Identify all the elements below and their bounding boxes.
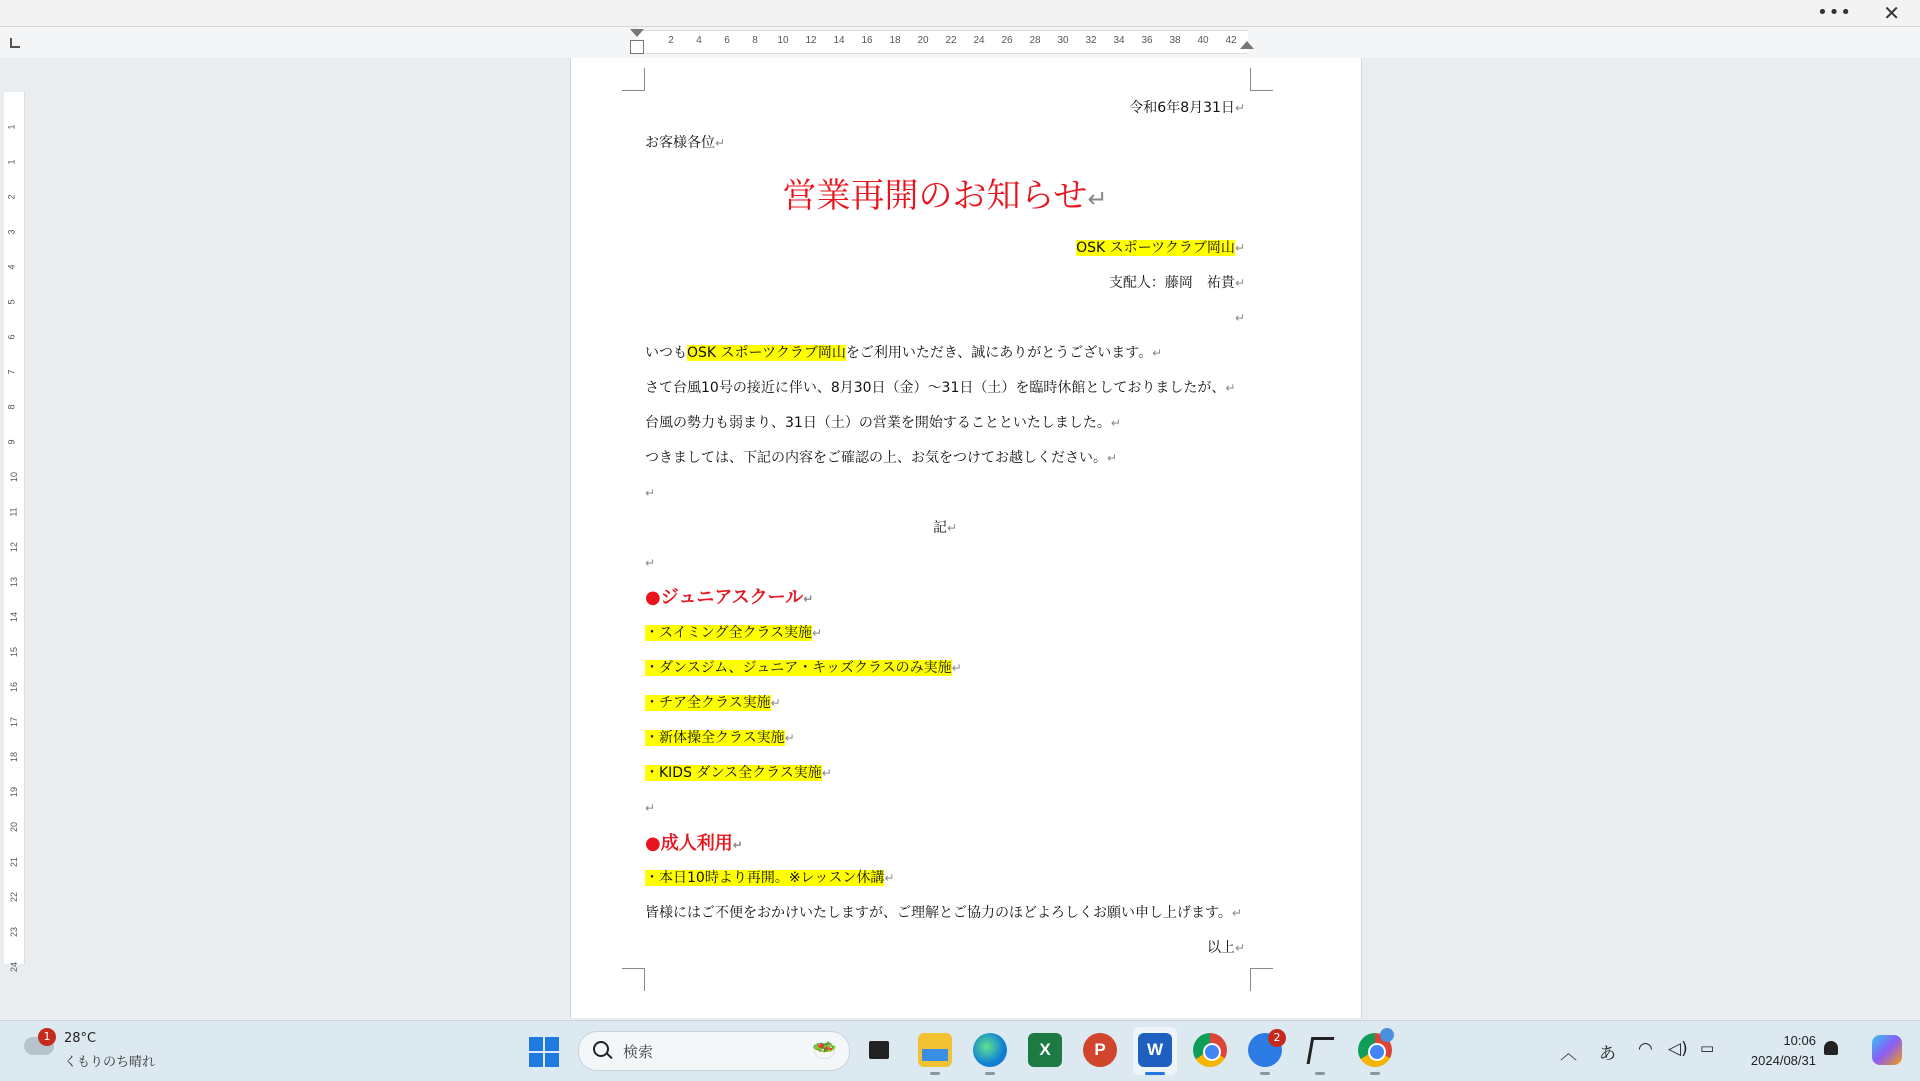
- ruler-tick: 8: [6, 404, 17, 410]
- ruler-tick: 6: [724, 35, 730, 46]
- temperature: 28°C: [64, 1031, 97, 1046]
- ruler-tick: 21: [9, 856, 20, 868]
- ruler-tick: 6: [6, 334, 17, 340]
- windows-logo-icon: [545, 1037, 559, 1051]
- clock[interactable]: [1751, 1031, 1816, 1071]
- word-icon: W: [1146, 1040, 1164, 1059]
- task-view-icon: [869, 1041, 889, 1059]
- list-item-text: ・ダンスジム、ジュニア・キッズクラスのみ実施: [645, 660, 952, 676]
- paragraph-mark: ↵: [1234, 101, 1245, 115]
- left-indent-marker[interactable]: [630, 40, 644, 54]
- ruler-tick: 18: [889, 35, 901, 46]
- list-item[interactable]: [645, 623, 1245, 643]
- paragraph-mark: ↵: [1152, 346, 1163, 360]
- margin-corner-mark: [1250, 968, 1273, 991]
- title-text: 営業再開のお知らせ: [782, 176, 1088, 216]
- body-text: 台風の勢力も弱まり、31日（土）の営業を開始することといたしました。: [645, 415, 1111, 431]
- word-button[interactable]: [1138, 1033, 1172, 1067]
- paragraph-mark: ↵: [1231, 906, 1242, 920]
- empty-line[interactable]: [645, 553, 1245, 573]
- paragraph-mark: ↵: [1110, 416, 1121, 430]
- ruler-tick: 11: [8, 507, 19, 517]
- date-line[interactable]: [645, 98, 1245, 118]
- list-item-text: ・チア全クラス実施: [645, 695, 771, 711]
- margin-corner-mark: [622, 968, 645, 991]
- time: 10:06: [1783, 1033, 1816, 1048]
- paragraph-mark: ↵: [1234, 941, 1245, 955]
- ruler-tick: 18: [9, 751, 20, 763]
- ruler-tick: 3: [6, 229, 17, 235]
- date-text: 令和6年8月31日: [1129, 100, 1235, 116]
- search-icon: [593, 1041, 609, 1057]
- paragraph-mark: ↵: [1107, 451, 1118, 465]
- tab-selector-icon[interactable]: [10, 38, 20, 48]
- date: 2024/08/31: [1750, 1053, 1816, 1068]
- ruler-tick: 10: [9, 471, 20, 483]
- paragraph-mark: ↵: [946, 521, 958, 535]
- margin-corner-mark: [622, 68, 645, 91]
- copilot-icon[interactable]: [1872, 1035, 1902, 1065]
- title-bar: [0, 0, 1920, 27]
- active-indicator: [1145, 1072, 1165, 1075]
- ruler-tick: 2: [6, 194, 17, 200]
- ruler-tick: 17: [9, 716, 20, 728]
- volume-icon[interactable]: ◁): [1668, 1039, 1688, 1059]
- ruler-tick: 12: [9, 541, 20, 553]
- windows-logo-icon: [545, 1053, 559, 1067]
- ruler-tick: 26: [1001, 35, 1013, 46]
- vertical-ruler[interactable]: [4, 92, 25, 973]
- body-paragraph-4[interactable]: [645, 448, 1245, 468]
- list-item[interactable]: [645, 728, 1245, 748]
- paragraph-mark: ↵: [1234, 241, 1245, 255]
- taskbar: [0, 1020, 1920, 1081]
- body-text: いつも: [645, 345, 687, 361]
- addressee-text: お客様各位: [645, 135, 715, 151]
- running-indicator: [1315, 1072, 1325, 1075]
- ruler-tick: 7: [6, 369, 17, 375]
- chrome-profile-icon: [1368, 1043, 1386, 1061]
- list-item-text: ・スイミング全クラス実施: [645, 625, 813, 641]
- body-text: をご利用いただき、誠にありがとうございます。: [845, 345, 1153, 361]
- wifi-icon[interactable]: ◠: [1638, 1039, 1653, 1059]
- list-item[interactable]: [645, 868, 1245, 888]
- ruler-tick: 42: [1225, 35, 1237, 46]
- ruler-tick: 4: [696, 35, 702, 46]
- paragraph-mark: ↵: [1225, 381, 1236, 395]
- empty-line[interactable]: [645, 308, 1245, 328]
- addressee-line[interactable]: [645, 133, 1245, 153]
- document-page[interactable]: [570, 58, 1362, 1018]
- ruler-tick: 1: [6, 124, 17, 130]
- ruler-tick: 28: [1029, 35, 1041, 46]
- ruler-tick: 15: [9, 646, 20, 658]
- document-title[interactable]: [645, 174, 1245, 221]
- paragraph-mark: ↵: [645, 486, 656, 500]
- closing-paragraph[interactable]: [645, 903, 1245, 923]
- weather-badge: 1: [38, 1028, 56, 1046]
- profile-badge: [1380, 1028, 1394, 1042]
- paragraph-mark: ↵: [884, 871, 895, 885]
- ruler-tick: 24: [973, 35, 985, 46]
- ruler-tick: 34: [1113, 35, 1125, 46]
- ruler-tick: 13: [9, 576, 20, 588]
- manager-text: 支配人：藤岡 祐貴: [1108, 275, 1235, 291]
- start-button[interactable]: [529, 1037, 559, 1067]
- horizontal-ruler[interactable]: [636, 30, 1248, 54]
- excel-button[interactable]: [1028, 1033, 1062, 1067]
- search-box[interactable]: [578, 1031, 850, 1071]
- list-item[interactable]: [645, 658, 1245, 678]
- org-name: OSK スポーツクラブ岡山: [1076, 240, 1235, 256]
- windows-logo-icon: [529, 1037, 543, 1051]
- paragraph-mark: ↵: [645, 801, 656, 815]
- weather-description: くもりのち晴れ: [64, 1055, 156, 1070]
- battery-icon[interactable]: ▭: [1700, 1039, 1715, 1057]
- org-line[interactable]: [645, 238, 1245, 258]
- ki-text: 記: [932, 520, 947, 536]
- mail-button[interactable]: [1248, 1033, 1282, 1067]
- ruler-tick: 38: [1169, 35, 1181, 46]
- ruler-tick: 20: [9, 821, 20, 833]
- ruler-tick: 4: [6, 264, 17, 270]
- ruler-tick: 23: [9, 926, 20, 938]
- list-item-text: ・本日10時より再開。※レッスン休講: [645, 870, 885, 886]
- paragraph-mark: ↵: [812, 626, 823, 640]
- chrome-button[interactable]: [1193, 1033, 1227, 1067]
- close-button[interactable]: ✕: [1883, 1, 1900, 25]
- list-item-text: ・新体操全クラス実施: [645, 730, 785, 746]
- ruler-tick: 9: [6, 439, 17, 445]
- list-item[interactable]: [645, 693, 1245, 713]
- ruler-tick: 16: [9, 681, 20, 693]
- k-app-icon: [1307, 1037, 1335, 1064]
- paragraph-mark: ↵: [1087, 185, 1108, 213]
- end-line[interactable]: [645, 938, 1245, 958]
- end-text: 以上: [1206, 940, 1235, 956]
- ruler-tick: 12: [805, 35, 817, 46]
- ruler-tick: 24: [9, 961, 20, 973]
- paragraph-mark: ↵: [951, 661, 962, 675]
- running-indicator: [1370, 1072, 1380, 1075]
- excel-icon: X: [1039, 1040, 1051, 1059]
- ruler-tick: 16: [861, 35, 873, 46]
- ruler-tick: 19: [9, 786, 20, 798]
- ruler-tick: 22: [945, 35, 957, 46]
- list-item-text: ・KIDS ダンス全クラス実施: [645, 765, 822, 781]
- running-indicator: [1260, 1072, 1270, 1075]
- paragraph-mark: ↵: [732, 838, 743, 852]
- paragraph-mark: ↵: [803, 592, 814, 606]
- empty-line[interactable]: [645, 483, 1245, 503]
- ruler-tick: 14: [833, 35, 845, 46]
- ime-indicator[interactable]: あ: [1599, 1044, 1616, 1064]
- windows-logo-icon: [529, 1053, 543, 1067]
- ruler-tick: 36: [1141, 35, 1153, 46]
- ruler-tick: 10: [777, 35, 789, 46]
- body-text: つきましては、下記の内容をご確認の上、お気をつけてお越しください。: [645, 450, 1107, 466]
- powerpoint-button[interactable]: [1083, 1033, 1117, 1067]
- paragraph-mark: ↵: [784, 731, 795, 745]
- ruler-tick: 8: [752, 35, 758, 46]
- k-app-button[interactable]: [1303, 1033, 1337, 1067]
- task-view-button[interactable]: [863, 1033, 897, 1067]
- ruler-tick: 2: [668, 35, 674, 46]
- body-paragraph-1[interactable]: [645, 343, 1245, 363]
- ruler-tick: 40: [1197, 35, 1209, 46]
- running-indicator: [985, 1072, 995, 1075]
- body-paragraph-2[interactable]: [645, 378, 1245, 398]
- edge-button[interactable]: [973, 1033, 1007, 1067]
- notification-badge: 2: [1268, 1029, 1286, 1047]
- search-placeholder: 検索: [623, 1043, 654, 1061]
- ruler-tick: 14: [9, 611, 20, 623]
- more-options-button[interactable]: •••: [1817, 2, 1852, 23]
- paragraph-mark: ↵: [645, 556, 656, 570]
- ruler-tick: 30: [1057, 35, 1069, 46]
- search-highlight-icon: 🥗: [812, 1038, 837, 1062]
- heading-text: ●ジュニアスクール: [645, 587, 804, 608]
- section-heading-junior[interactable]: [645, 586, 1245, 611]
- ruler-tick: 1: [6, 159, 17, 165]
- paragraph-mark: ↵: [1234, 276, 1245, 290]
- body-paragraph-3[interactable]: [645, 413, 1245, 433]
- right-indent-marker[interactable]: [1240, 41, 1254, 49]
- ki-line[interactable]: [645, 518, 1245, 538]
- first-line-indent-marker[interactable]: [630, 29, 644, 37]
- heading-text: ●成人利用: [645, 833, 733, 854]
- empty-line[interactable]: [645, 798, 1245, 818]
- file-explorer-button[interactable]: [918, 1033, 952, 1067]
- powerpoint-icon: P: [1094, 1040, 1106, 1059]
- list-item[interactable]: [645, 763, 1245, 783]
- chevron-up-icon[interactable]: ︿: [1560, 1044, 1577, 1064]
- chrome-icon: [1203, 1043, 1221, 1061]
- running-indicator: [930, 1072, 940, 1075]
- chrome-profile-button[interactable]: [1358, 1033, 1392, 1067]
- body-text: 皆様にはご不便をおかけいたしますが、ご理解とご協力のほどよろしくお願い申し上げます。: [645, 905, 1232, 921]
- notification-bell-icon[interactable]: [1824, 1041, 1838, 1055]
- section-heading-adult[interactable]: [645, 832, 1245, 857]
- ruler-tick: 20: [917, 35, 929, 46]
- folder-icon: [922, 1049, 948, 1061]
- manager-line[interactable]: [645, 273, 1245, 293]
- ruler-tick: 22: [9, 891, 20, 903]
- paragraph-mark: ↵: [821, 766, 832, 780]
- org-name-highlight: OSK スポーツクラブ岡山: [687, 345, 846, 361]
- body-text: さて台風10号の接近に伴い、8月30日（金）～31日（土）を臨時休館としておりましたが、: [645, 380, 1226, 396]
- margin-corner-mark: [1250, 68, 1273, 91]
- ruler-tick: 32: [1085, 35, 1097, 46]
- paragraph-mark: ↵: [770, 696, 781, 710]
- paragraph-mark: ↵: [1234, 311, 1245, 325]
- ruler-tick: 5: [6, 299, 17, 305]
- paragraph-mark: ↵: [715, 136, 726, 150]
